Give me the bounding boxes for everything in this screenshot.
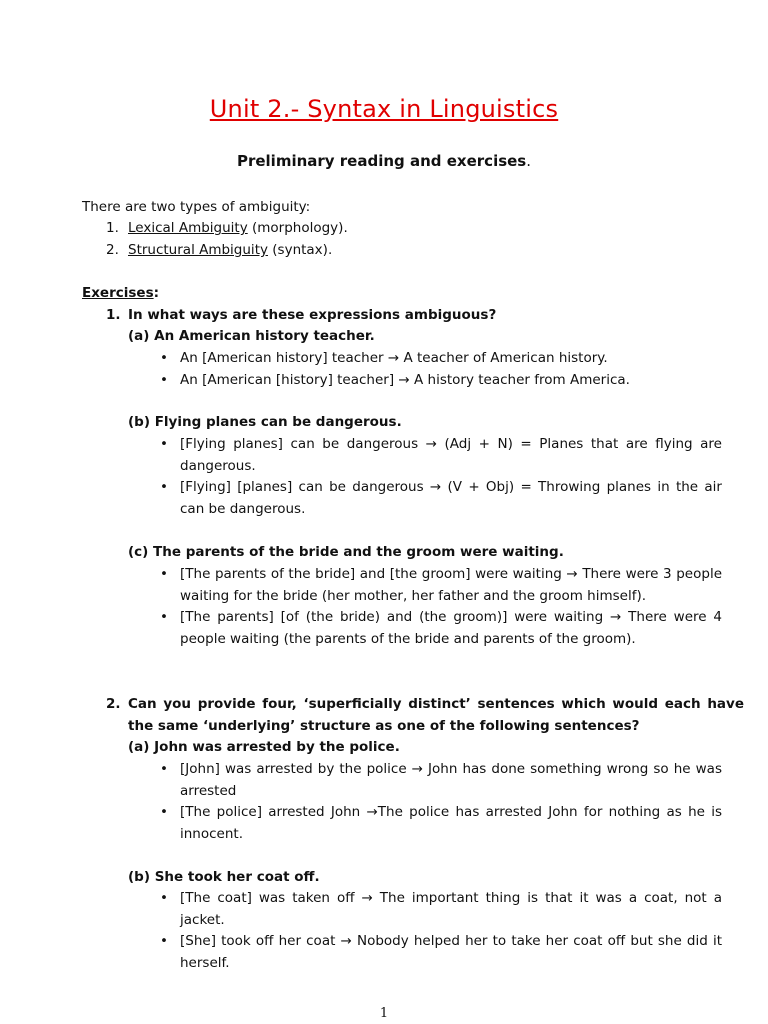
bullet-text: [The parents] [of (the bride) and (the groom)] were waiting → There were 4 people waiting (the parents of the bride and parents of the groom).	[180, 609, 722, 647]
q2-item-a-bullets	[160, 759, 722, 845]
bullet-text: [The coat] was taken off → The important thing is that it was a coat, not a jacket.	[180, 890, 722, 928]
bullet-icon: •	[160, 609, 168, 625]
type-rest: (syntax).	[267, 242, 333, 258]
list-item	[160, 434, 722, 477]
type-term: Lexical Ambiguity	[128, 220, 248, 236]
list-item	[160, 477, 722, 520]
question-number: 1.	[106, 307, 121, 323]
bullet-icon: •	[160, 566, 168, 582]
list-item	[160, 564, 722, 607]
bullet-icon: •	[160, 371, 168, 388]
intro-text: There are two types of ambiguity:	[82, 199, 311, 215]
bullet-icon: •	[160, 436, 168, 452]
list-item	[160, 931, 722, 974]
bullet-icon: •	[160, 350, 168, 366]
subtitle-text: Preliminary reading and exercises	[236, 152, 527, 170]
list-item	[160, 759, 722, 802]
subtitle-period: .	[526, 152, 532, 170]
question-number: 2.	[106, 696, 121, 712]
bullet-text: [John] was arrested by the police → John has done something wrong so he was arrested	[180, 761, 722, 799]
ambiguity-type-2	[106, 240, 332, 262]
bullet-text: An [American [history] teacher] → A history teacher from America.	[180, 371, 630, 388]
list-item	[160, 348, 722, 370]
ambiguity-type-1	[106, 218, 348, 240]
bullet-text: [Flying] [planes] can be dangerous → (V + Obj) = Throwing planes in the air can be dangerous.	[180, 479, 722, 517]
bullet-icon: •	[160, 761, 168, 777]
q1-item-c-label: (c) The parents of the bride and the groom were waiting.	[128, 544, 564, 560]
bullet-text: [The parents of the bride] and [the groom] were waiting → There were 3 people waiting for the bride (her mother, her father and the groom himself).	[180, 566, 722, 604]
q1-item-a-bullets	[160, 348, 722, 391]
bullet-icon: •	[160, 804, 168, 820]
bullet-icon: •	[160, 479, 168, 495]
question-text: Can you provide four, ‘superficially distinct’ sentences which would each have the same ‘underlying’ structure as one of the following sentences?	[128, 696, 744, 734]
q1-item-a-label: (a) An American history teacher.	[128, 328, 375, 344]
q1-item-b-label: (b) Flying planes can be dangerous.	[128, 414, 402, 430]
bullet-text: [She] took off her coat → Nobody helped her to take her coat off but she did it herself.	[180, 933, 722, 971]
q1-item-c-bullets	[160, 564, 722, 650]
q2-item-b-bullets	[160, 888, 722, 974]
q2-item-a-label: (a) John was arrested by the police.	[128, 739, 400, 755]
question-1	[106, 305, 496, 327]
bullet-text: [The police] arrested John →The police has arrested John for nothing as he is innocent.	[180, 804, 722, 842]
bullet-icon: •	[160, 890, 168, 906]
page-subtitle	[0, 152, 768, 170]
q1-item-b-bullets	[160, 434, 722, 520]
type-number: 2.	[106, 242, 119, 258]
page-number: 1	[379, 1006, 389, 1021]
bullet-text: [Flying planes] can be dangerous → (Adj + N) = Planes that are flying are dangerous.	[180, 436, 722, 474]
bullet-text: An [American history] teacher → A teacher of American history.	[180, 350, 608, 366]
bullet-icon: •	[160, 933, 168, 949]
exercises-label: Exercises	[82, 285, 154, 301]
question-text: In what ways are these expressions ambiguous?	[128, 307, 497, 323]
exercises-colon: :	[153, 285, 160, 301]
list-item	[160, 370, 722, 392]
list-item	[160, 802, 722, 845]
q2-item-b-label: (b) She took her coat off.	[128, 869, 320, 885]
exercises-heading	[82, 283, 159, 305]
page-title: Unit 2.- Syntax in Linguistics	[209, 95, 559, 123]
list-item	[160, 607, 722, 650]
question-2	[106, 694, 744, 737]
type-term: Structural Ambiguity	[128, 242, 268, 258]
type-number: 1.	[106, 220, 119, 236]
type-rest: (morphology).	[247, 220, 348, 236]
list-item	[160, 888, 722, 931]
